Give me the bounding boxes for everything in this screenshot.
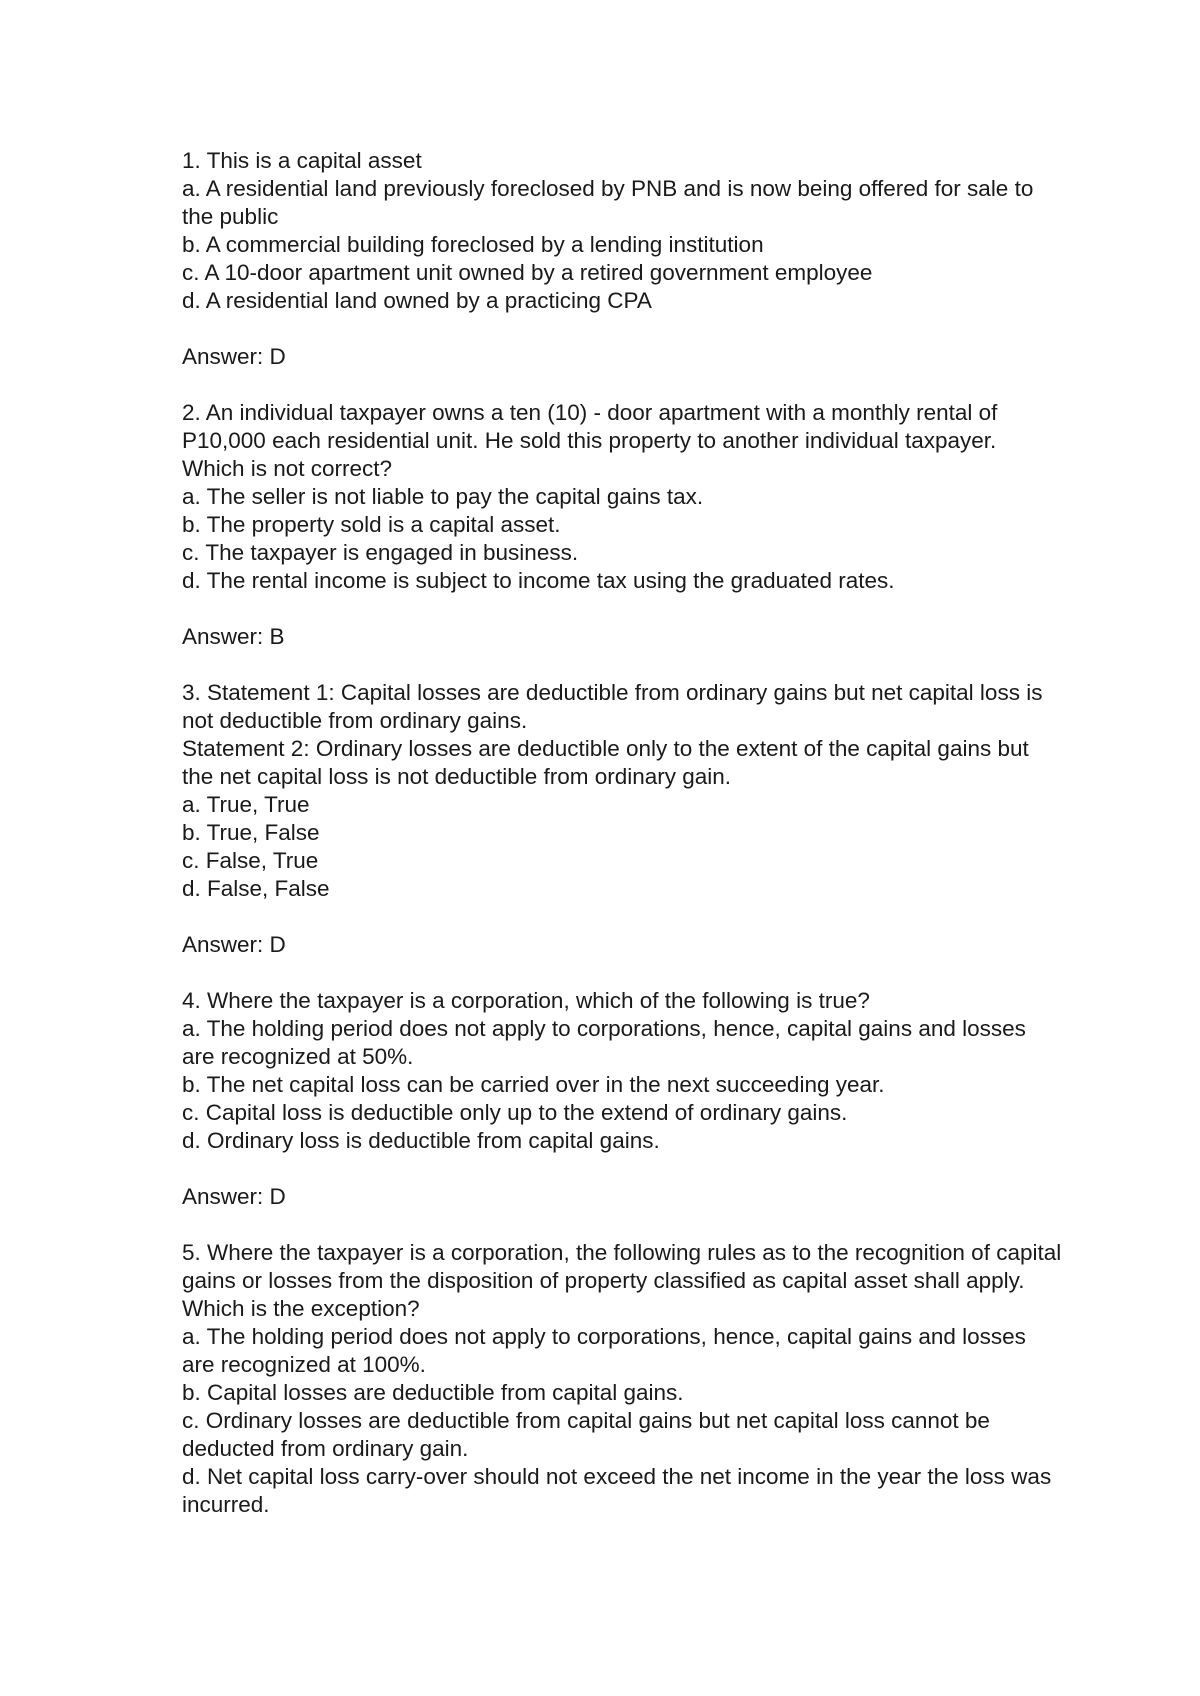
option-a: a. The holding period does not apply to corporations, hence, capital gains and losses are recognized at 50%. (182, 1016, 1026, 1069)
option-b: b. A commercial building foreclosed by a lending institution (182, 232, 764, 257)
question-text: 4. Where the taxpayer is a corporation, which of the following is true? (182, 988, 870, 1013)
answer-line: Answer: D (182, 1184, 286, 1209)
option-d: d. The rental income is subject to income tax using the graduated rates. (182, 568, 895, 593)
statement-1-text: 3. Statement 1: Capital losses are deductible from ordinary gains but net capital loss is not deductible from ordinary gains. (182, 680, 1043, 733)
option-b: b. The property sold is a capital asset. (182, 512, 561, 537)
option-d: d. False, False (182, 876, 330, 901)
option-c: c. Capital loss is deductible only up to the extend of ordinary gains. (182, 1100, 848, 1125)
answer-line: Answer: D (182, 344, 286, 369)
option-b: b. True, False (182, 820, 320, 845)
answer-line: Answer: D (182, 932, 286, 957)
option-c: c. False, True (182, 848, 319, 873)
question-text: 2. An individual taxpayer owns a ten (10) - door apartment with a monthly rental of P10,000 each residential unit. He sold this property to another individual taxpayer. Which is not correct? (182, 400, 998, 481)
question-3 (182, 679, 1062, 959)
option-c: c. The taxpayer is engaged in business. (182, 540, 579, 565)
question-text: 1. This is a capital asset (182, 148, 422, 173)
option-d: d. Net capital loss carry-over should not exceed the net income in the year the loss was incurred. (182, 1464, 1052, 1517)
question-1 (182, 147, 1062, 371)
document-body (182, 147, 1062, 1519)
option-a: a. True, True (182, 792, 310, 817)
option-b: b. The net capital loss can be carried over in the next succeeding year. (182, 1072, 885, 1097)
option-c: c. A 10-door apartment unit owned by a retired government employee (182, 260, 873, 285)
statement-2-text: Statement 2: Ordinary losses are deductible only to the extent of the capital gains but the net capital loss is not deductible from ordinary gain. (182, 736, 1029, 789)
option-c: c. Ordinary losses are deductible from capital gains but net capital loss cannot be deducted from ordinary gain. (182, 1408, 990, 1461)
question-4 (182, 987, 1062, 1211)
question-5 (182, 1239, 1062, 1519)
option-a: a. The seller is not liable to pay the capital gains tax. (182, 484, 704, 509)
option-b: b. Capital losses are deductible from capital gains. (182, 1380, 684, 1405)
question-text: 5. Where the taxpayer is a corporation, the following rules as to the recognition of capital gains or losses from the disposition of property classified as capital asset shall apply. Which is the exception? (182, 1240, 1062, 1321)
question-2 (182, 399, 1062, 651)
option-a: a. The holding period does not apply to corporations, hence, capital gains and losses are recognized at 100%. (182, 1324, 1026, 1377)
option-a: a. A residential land previously foreclosed by PNB and is now being offered for sale to the public (182, 176, 1034, 229)
answer-line: Answer: B (182, 624, 285, 649)
option-d: d. A residential land owned by a practicing CPA (182, 288, 652, 313)
option-d: d. Ordinary loss is deductible from capital gains. (182, 1128, 660, 1153)
